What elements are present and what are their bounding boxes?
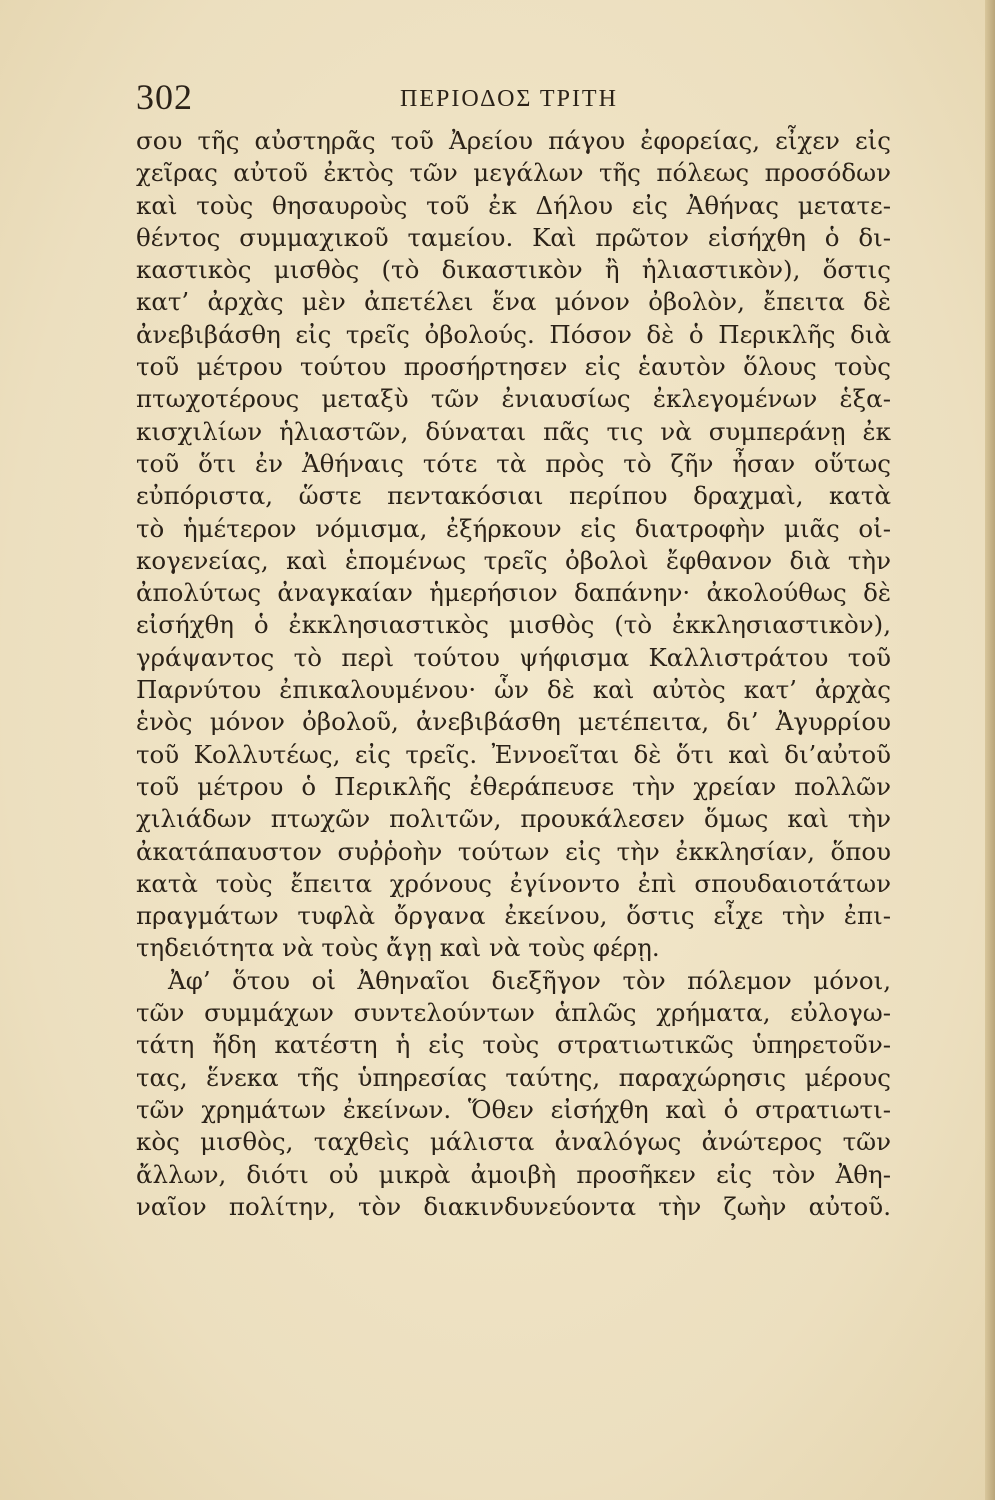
text-line: τοῦ ὅτι ἐν Ἀθήναις τότε τὰ πρὸς τὸ ζῆν ἦσαν οὕτως <box>136 448 891 478</box>
text-line: ἑνὸς μόνον ὀβολοῦ, ἀνεβιβάσθη μετέπειτα, δι’ Ἀγυρρίου <box>136 707 891 737</box>
text-line: χεῖρας αὐτοῦ ἐκτὸς τῶν μεγάλων τῆς πόλεως προσόδων <box>136 158 891 188</box>
text-line: κατ’ ἀρχὰς μὲν ἀπετέλει ἕνα μόνον ὀβολὸν, ἔπειτα δὲ <box>136 287 891 317</box>
text-line: σου τῆς αὐστηρᾶς τοῦ Ἀρείου πάγου ἐφορείας, εἶχεν εἰς <box>136 126 891 155</box>
page-number: 302 <box>136 77 193 117</box>
text-line: τὸ ἡμέτερον νόμισμα, ἐξήρκουν εἰς διατροφὴν μιᾶς οἰ- <box>136 513 891 543</box>
text-line: καὶ τοὺς θησαυροὺς τοῦ ἐκ Δήλου εἰς Ἀθήνας μετατε- <box>136 190 891 220</box>
text-line: τοῦ Κολλυτέως, εἰς τρεῖς. Ἐννοεῖται δὲ ὅτι καὶ δι’αὐτοῦ <box>136 739 891 769</box>
text-line: γράψαντος τὸ περὶ τούτου ψήφισμα Καλλιστράτου τοῦ <box>136 642 891 672</box>
text-line: τάτη ἤδη κατέστη ἡ εἰς τοὺς στρατιωτικῶς ὑπηρετοῦν- <box>136 1030 891 1060</box>
text-line: κογενείας, καὶ ἑπομένως τρεῖς ὀβολοὶ ἔφθανον διὰ τὴν <box>136 545 891 575</box>
text-line: χιλιάδων πτωχῶν πολιτῶν, προυκάλεσεν ὅμως καὶ τὴν <box>136 804 891 834</box>
text-line: τηδειότητα νὰ τοὺς ἄγῃ καὶ νὰ τοὺς φέρῃ. <box>136 933 660 963</box>
text-line: εὐπόριστα, ὥστε πεντακόσιαι περίπου δραχμαὶ, κατὰ <box>136 481 891 511</box>
text-line: θέντος συμμαχικοῦ ταμείου. Καὶ πρῶτον εἰσήχθη ὁ δι- <box>136 222 891 252</box>
text-line: τοῦ μέτρου ὁ Περικλῆς ἐθεράπευσε τὴν χρείαν πολλῶν <box>136 771 891 801</box>
text-line: ἀνεβιβάσθη εἰς τρεῖς ὀβολούς. Πόσον δὲ ὁ Περικλῆς διὰ <box>136 319 891 349</box>
text-line: τας, ἕνεκα τῆς ὑπηρεσίας ταύτης, παραχώρησις μέρους <box>136 1062 891 1092</box>
text-line: ἀκατάπαυστον συῤῥοὴν τούτων εἰς τὴν ἐκκλησίαν, ὅπου <box>136 836 891 866</box>
text-line: κισχιλίων ἡλιαστῶν, δύναται πᾶς τις νὰ συμπεράνῃ ἐκ <box>136 416 891 446</box>
text-line: πραγμάτων τυφλὰ ὄργανα ἐκείνου, ὅστις εἶχε τὴν ἐπι- <box>136 901 891 931</box>
text-line: κατὰ τοὺς ἔπειτα χρόνους ἐγίνοντο ἐπὶ σπουδαιοτάτων <box>136 868 891 898</box>
text-line: τοῦ μέτρου τούτου προσήρτησεν εἰς ἑαυτὸν ὅλους τοὺς <box>136 352 891 382</box>
text-line: Παρνύτου ἐπικαλουμένου· ὧν δὲ καὶ αὐτὸς κατ’ ἀρχὰς <box>136 675 891 705</box>
text-line: τῶν συμμάχων συντελούντων ἁπλῶς χρήματα, εὐλογω- <box>136 998 891 1028</box>
text-line: ναῖον πολίτην, τὸν διακινδυνεύοντα τὴν ζωὴν αὐτοῦ. <box>136 1191 891 1221</box>
text-line: πτωχοτέρους μεταξὺ τῶν ἐνιαυσίως ἐκλεγομένων ἑξα- <box>136 384 891 414</box>
page-header <box>136 76 896 126</box>
body-text <box>136 125 891 1223</box>
text-line: καστικὸς μισθὸς (τὸ δικαστικὸν ἢ ἡλιαστικὸν), ὅστις <box>136 255 891 285</box>
text-line: εἰσήχθη ὁ ἐκκλησιαστικὸς μισθὸς (τὸ ἐκκλησιαστικὸν), <box>136 610 891 640</box>
running-head: ΠΕΡΙΟΔΟΣ ΤΡΙΤΗ <box>400 86 618 112</box>
page-edge <box>985 0 995 1500</box>
text-line: τῶν χρημάτων ἐκείνων. Ὅθεν εἰσήχθη καὶ ὁ στρατιωτι- <box>136 1094 891 1124</box>
text-line: ἀπολύτως ἀναγκαίαν ἡμερήσιον δαπάνην· ἀκολούθως δὲ <box>136 578 891 608</box>
text-line: κὸς μισθὸς, ταχθεὶς μάλιστα ἀναλόγως ἀνώτερος τῶν <box>136 1127 891 1157</box>
text-line: ἄλλων, διότι οὐ μικρὰ ἀμοιβὴ προσῆκεν εἰς τὸν Ἀθη- <box>136 1159 891 1189</box>
text-line: Ἀφ’ ὅτου οἱ Ἀθηναῖοι διεξῆγον τὸν πόλεμον μόνοι, <box>168 965 891 995</box>
